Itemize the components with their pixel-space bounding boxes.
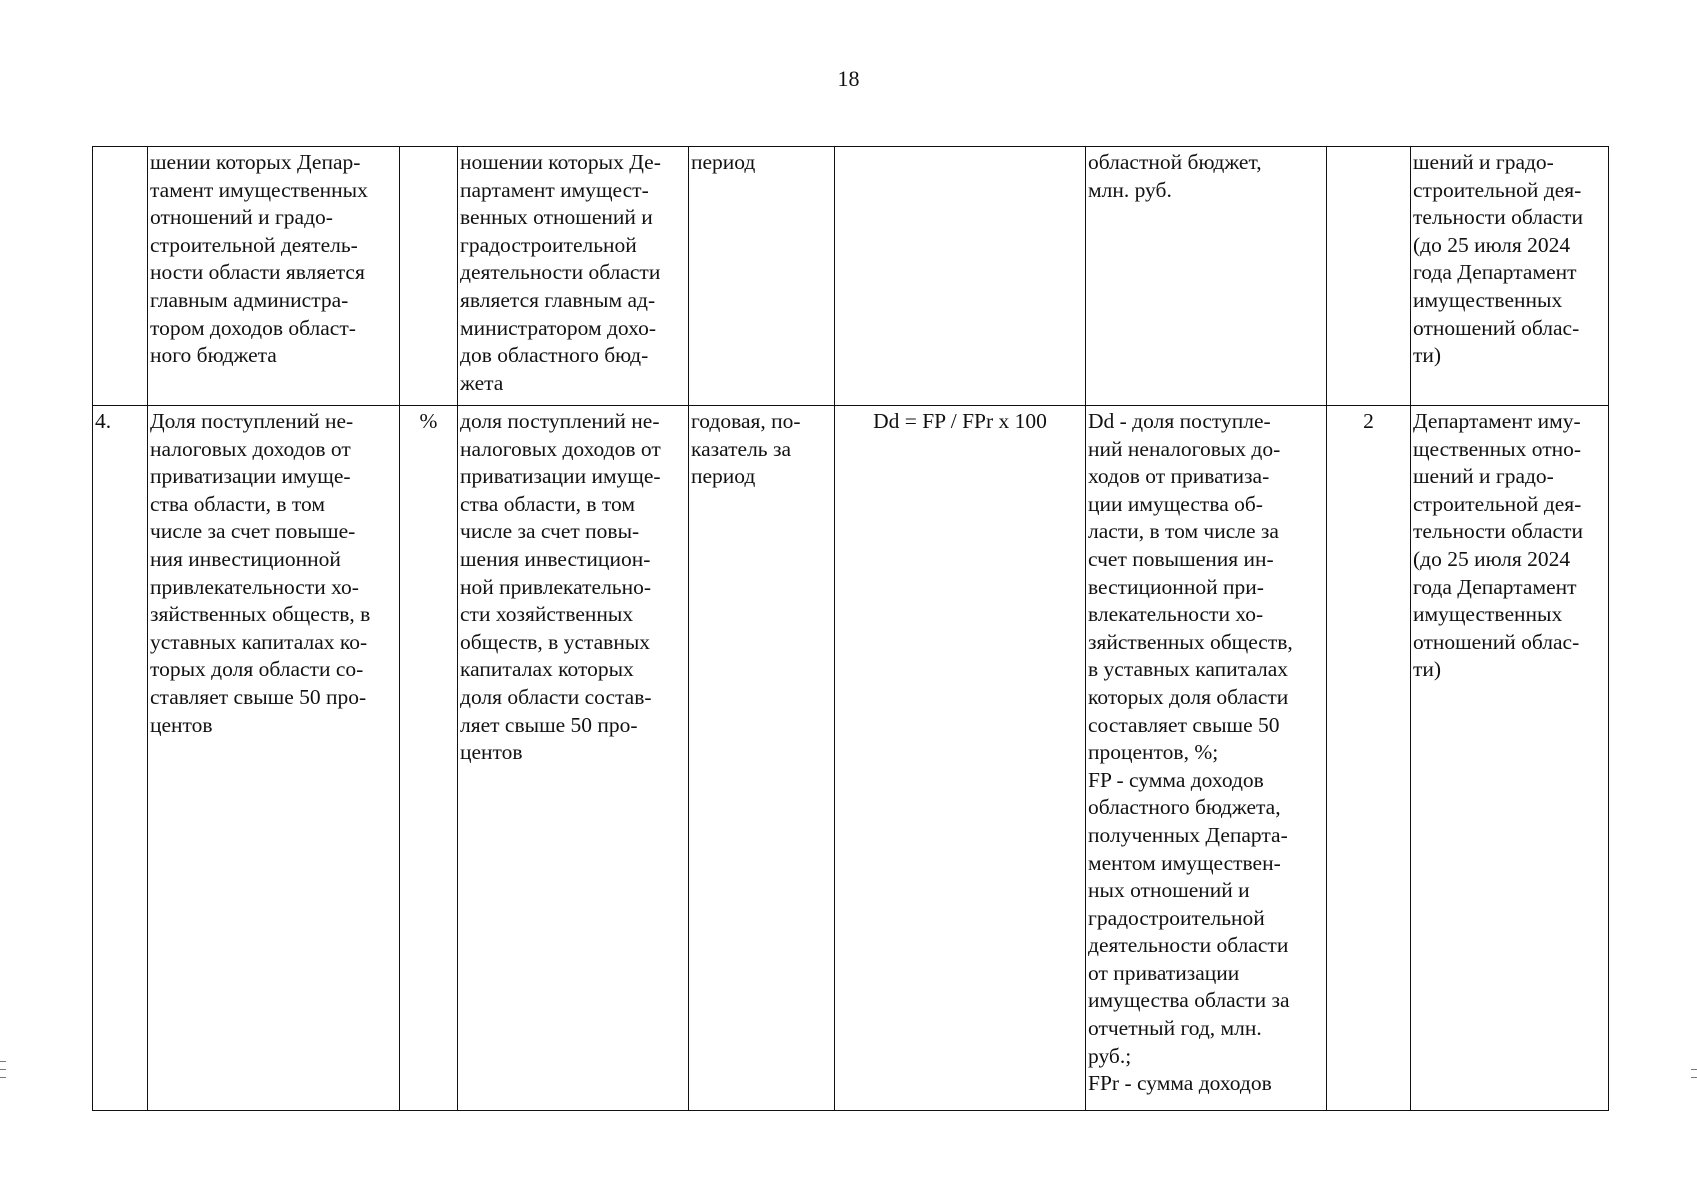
variables-cell: областной бюджет, млн. руб. — [1086, 147, 1327, 406]
indicator-name-cell: шении которых Депар- тамент имущественных отношений и градо- строительной деятель- ности области является главным администра- тором доходов област- ного бюджета — [148, 147, 400, 406]
scan-edge-mark — [0, 1077, 6, 1078]
responsible-cell: шений и градо- строительной дея- тельности области (до 25 июля 2024 года Департамент имущественных отношений облас- ти) — [1411, 147, 1609, 406]
definition-cell: доля поступлений не- налоговых доходов от приватизации имуще- ства области, в том числе за счет повы- шения инвестицион- ной привлекательно- сти хозяйственных обществ, в уставных капиталах которых доля области состав- ляет свыше 50 про- центов — [458, 406, 689, 1111]
source-cell — [1327, 147, 1411, 406]
table-row — [93, 406, 1609, 1111]
scan-edge-mark — [0, 1061, 6, 1062]
formula-cell: Dd = FP / FPr x 100 — [835, 406, 1086, 1111]
responsible-cell: Департамент иму- щественных отно- шений и градо- строительной дея- тельности области (до 25 июля 2024 года Департамент имущественных отношений облас- ти) — [1411, 406, 1609, 1111]
periodicity-cell: период — [689, 147, 835, 406]
row-number-cell: 4. — [93, 406, 148, 1111]
scan-edge-mark — [1691, 1077, 1697, 1078]
unit-cell — [400, 147, 458, 406]
source-cell: 2 — [1327, 406, 1411, 1111]
unit-cell: % — [400, 406, 458, 1111]
definition-cell: ношении которых Де- партамент имущест- венных отношений и градостроительной деятельности области является главным ад- министратором дохо- дов областного бюд- жета — [458, 147, 689, 406]
table-row — [93, 147, 1609, 406]
indicator-table — [92, 146, 1609, 1111]
variables-cell: Dd - доля поступле- ний неналоговых до- ходов от приватиза- ции имущества об- ласти, в том числе за счет повышения ин- вестиционной при- влекательности хо- зяйственных обществ, в уставных капиталах которых доля области составляет свыше 50 процентов, %; FP - сумма доходов областного бюджета, полученных Департа- ментом имуществен- ных отношений и градостроительной деятельности области от приватизации имущества области за отчетный год, млн. руб.; FPr - сумма доходов — [1086, 406, 1327, 1111]
formula-cell — [835, 147, 1086, 406]
row-number-cell — [93, 147, 148, 406]
page-number: 18 — [837, 66, 860, 91]
scan-edge-mark — [0, 1069, 6, 1070]
scan-edge-mark — [1691, 1069, 1697, 1070]
periodicity-cell: годовая, по- казатель за период — [689, 406, 835, 1111]
indicator-name-cell: Доля поступлений не- налоговых доходов от приватизации имуще- ства области, в том числе за счет повыше- ния инвестиционной привлекательности хо- зяйственных обществ, в уставных капиталах ко- торых доля области со- ставляет свыше 50 про- центов — [148, 406, 400, 1111]
